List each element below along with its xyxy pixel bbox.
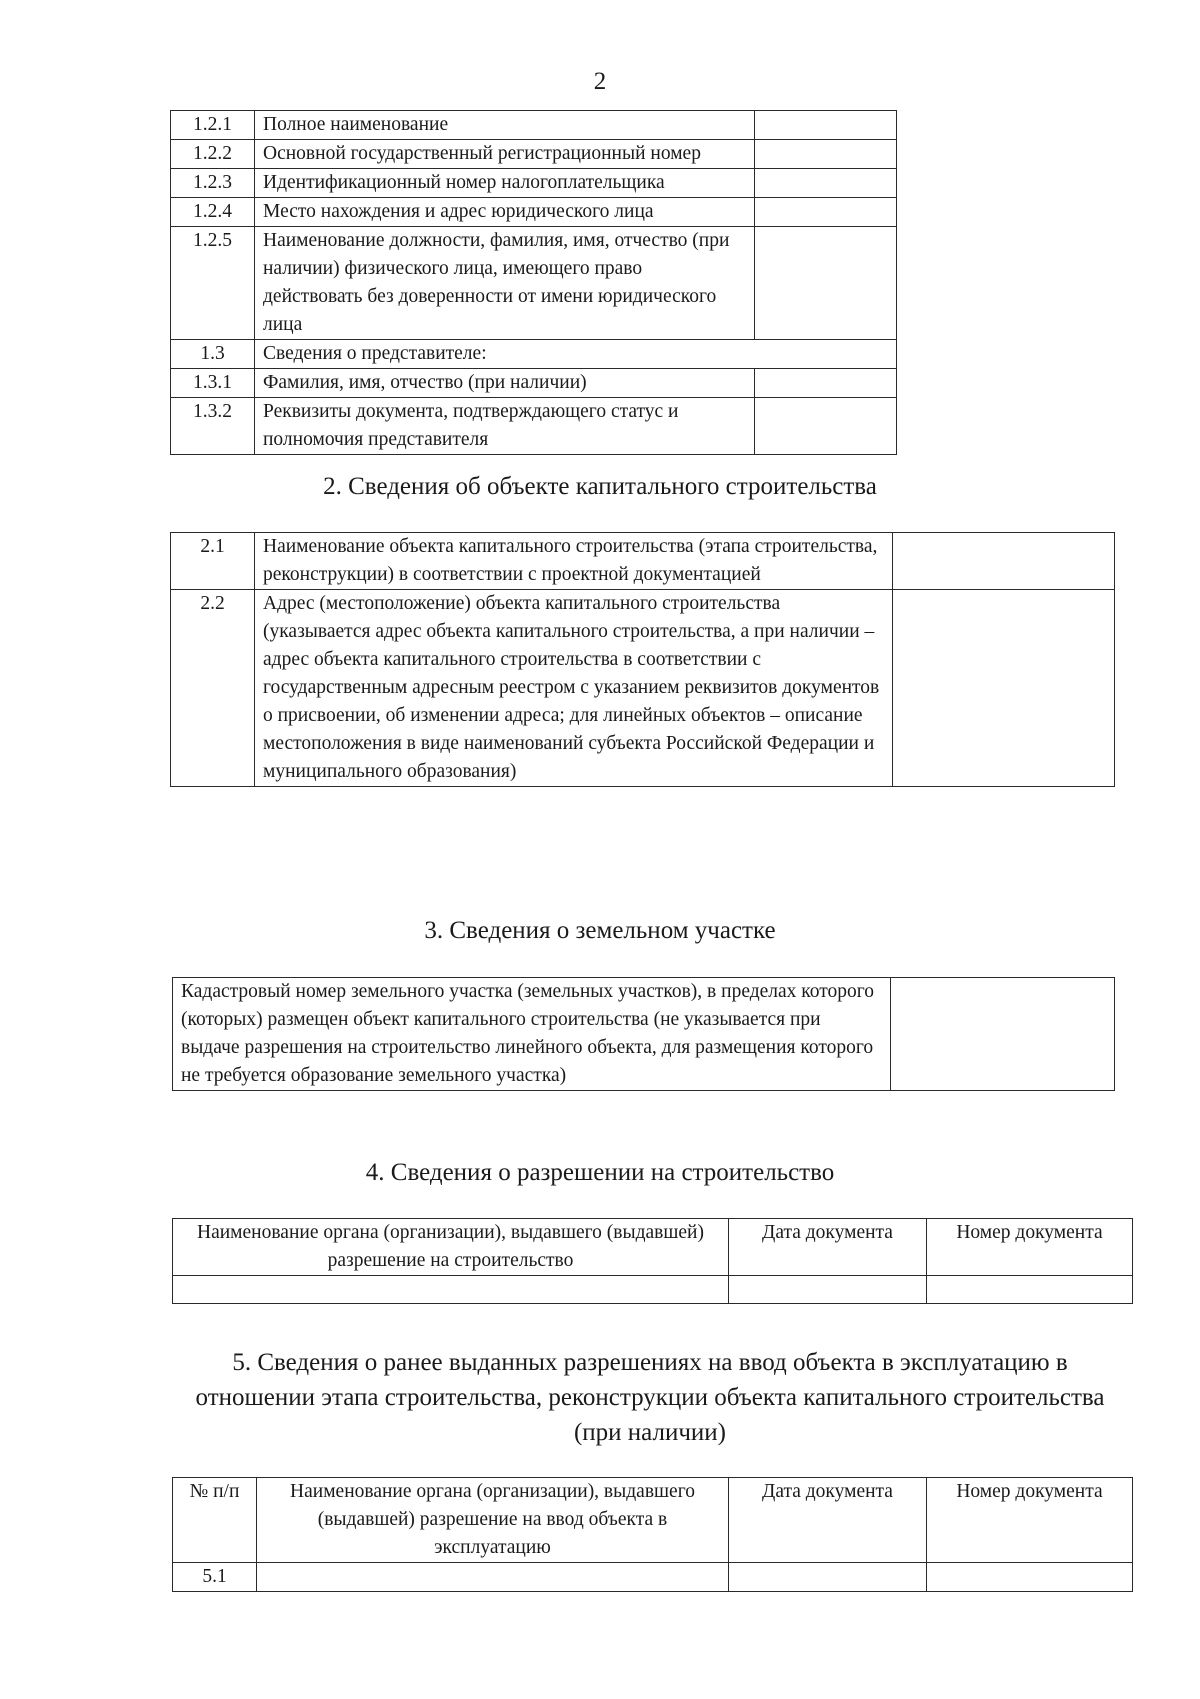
value-cell[interactable] [755,111,897,140]
building-permit-table [172,1218,1133,1304]
table-row [171,340,897,369]
row-label: Адрес (местоположение) объекта капитального строительства (указывается адрес объекта капитального строительства, а при наличии – адрес объекта капитального строительства в соответствии с государственным адресным реестром с указанием реквизитов документов о присвоении, об изменении адреса; для линейных объектов – описание местоположения в виде наименований субъекта Российской Федерации и муниципального образования) [255,590,893,787]
table-row [171,169,897,198]
prior-permits-table [172,1477,1133,1592]
land-plot-table [172,977,1115,1091]
value-cell[interactable] [755,169,897,198]
value-cell[interactable] [729,1276,927,1304]
column-header: Наименование органа (организации), выдавшего (выдавшей) разрешение на ввод объекта в эксплуатацию [257,1478,729,1563]
table-row [173,1563,1133,1592]
value-cell[interactable] [755,227,897,340]
row-number: 1.2.2 [171,140,255,169]
row-number: 1.3.1 [171,369,255,398]
table-row [171,533,1115,590]
value-cell[interactable] [729,1563,927,1592]
row-label: Наименование должности, фамилия, имя, отчество (при наличии) физического лица, имеющего право действовать без доверенности от имени юридического лица [255,227,755,340]
page-number: 2 [593,68,607,95]
value-cell[interactable] [755,398,897,455]
row-number: 2.1 [171,533,255,590]
table-row [171,369,897,398]
table-row [171,227,897,340]
row-number: 5.1 [173,1563,257,1592]
value-cell[interactable] [257,1563,729,1592]
header-row [173,1478,1133,1563]
value-cell[interactable] [893,533,1115,590]
table-row [173,1276,1133,1304]
row-label: Кадастровый номер земельного участка (земельных участков), в пределах которого (которых) размещен объект капитального строительства (не указывается при выдаче разрешения на строительство линейного объекта, для размещения которого не требуется образование земельного участка) [173,978,891,1091]
row-number: 2.2 [171,590,255,787]
table-row [171,140,897,169]
row-number: 1.2.1 [171,111,255,140]
value-cell[interactable] [755,369,897,398]
table-row [171,111,897,140]
row-label: Фамилия, имя, отчество (при наличии) [255,369,755,398]
row-number: 1.2.5 [171,227,255,340]
section-2-title: 2. Сведения об объекте капитального строительства [323,473,877,500]
value-cell[interactable] [755,140,897,169]
row-number: 1.3 [171,340,255,369]
table-row [171,590,1115,787]
table-row [173,978,1115,1091]
row-label: Идентификационный номер налогоплательщика [255,169,755,198]
section-4-title: 4. Сведения о разрешении на строительство [365,1159,835,1186]
column-header: № п/п [173,1478,257,1563]
table-row [171,398,897,455]
value-cell[interactable] [893,590,1115,787]
section-5-title: 5. Сведения о ранее выданных разрешениях на ввод объекта в эксплуатацию в отношении этапа строительства, реконструкции объекта капитального строительства (при наличии) [195,1349,1105,1446]
row-number: 1.2.3 [171,169,255,198]
column-header: Номер документа [927,1219,1133,1276]
applicant-table [170,110,897,455]
row-label: Наименование объекта капитального строительства (этапа строительства, реконструкции) в соответствии с проектной документацией [255,533,893,590]
column-header: Наименование органа (организации), выдавшего (выдавшей) разрешение на строительство [173,1219,729,1276]
value-cell[interactable] [927,1563,1133,1592]
value-cell[interactable] [755,198,897,227]
row-label: Реквизиты документа, подтверждающего статус и полномочия представителя [255,398,755,455]
value-cell[interactable] [891,978,1115,1091]
row-number: 1.2.4 [171,198,255,227]
column-header: Дата документа [729,1478,927,1563]
column-header: Дата документа [729,1219,927,1276]
table-row [171,198,897,227]
value-cell[interactable] [173,1276,729,1304]
value-cell[interactable] [927,1276,1133,1304]
row-label: Полное наименование [255,111,755,140]
column-header: Номер документа [927,1478,1133,1563]
object-table [170,532,1115,787]
row-number: 1.3.2 [171,398,255,455]
row-label: Сведения о представителе: [255,340,897,369]
section-3-title: 3. Сведения о земельном участке [424,917,776,944]
row-label: Основной государственный регистрационный номер [255,140,755,169]
row-label: Место нахождения и адрес юридического лица [255,198,755,227]
header-row [173,1219,1133,1276]
